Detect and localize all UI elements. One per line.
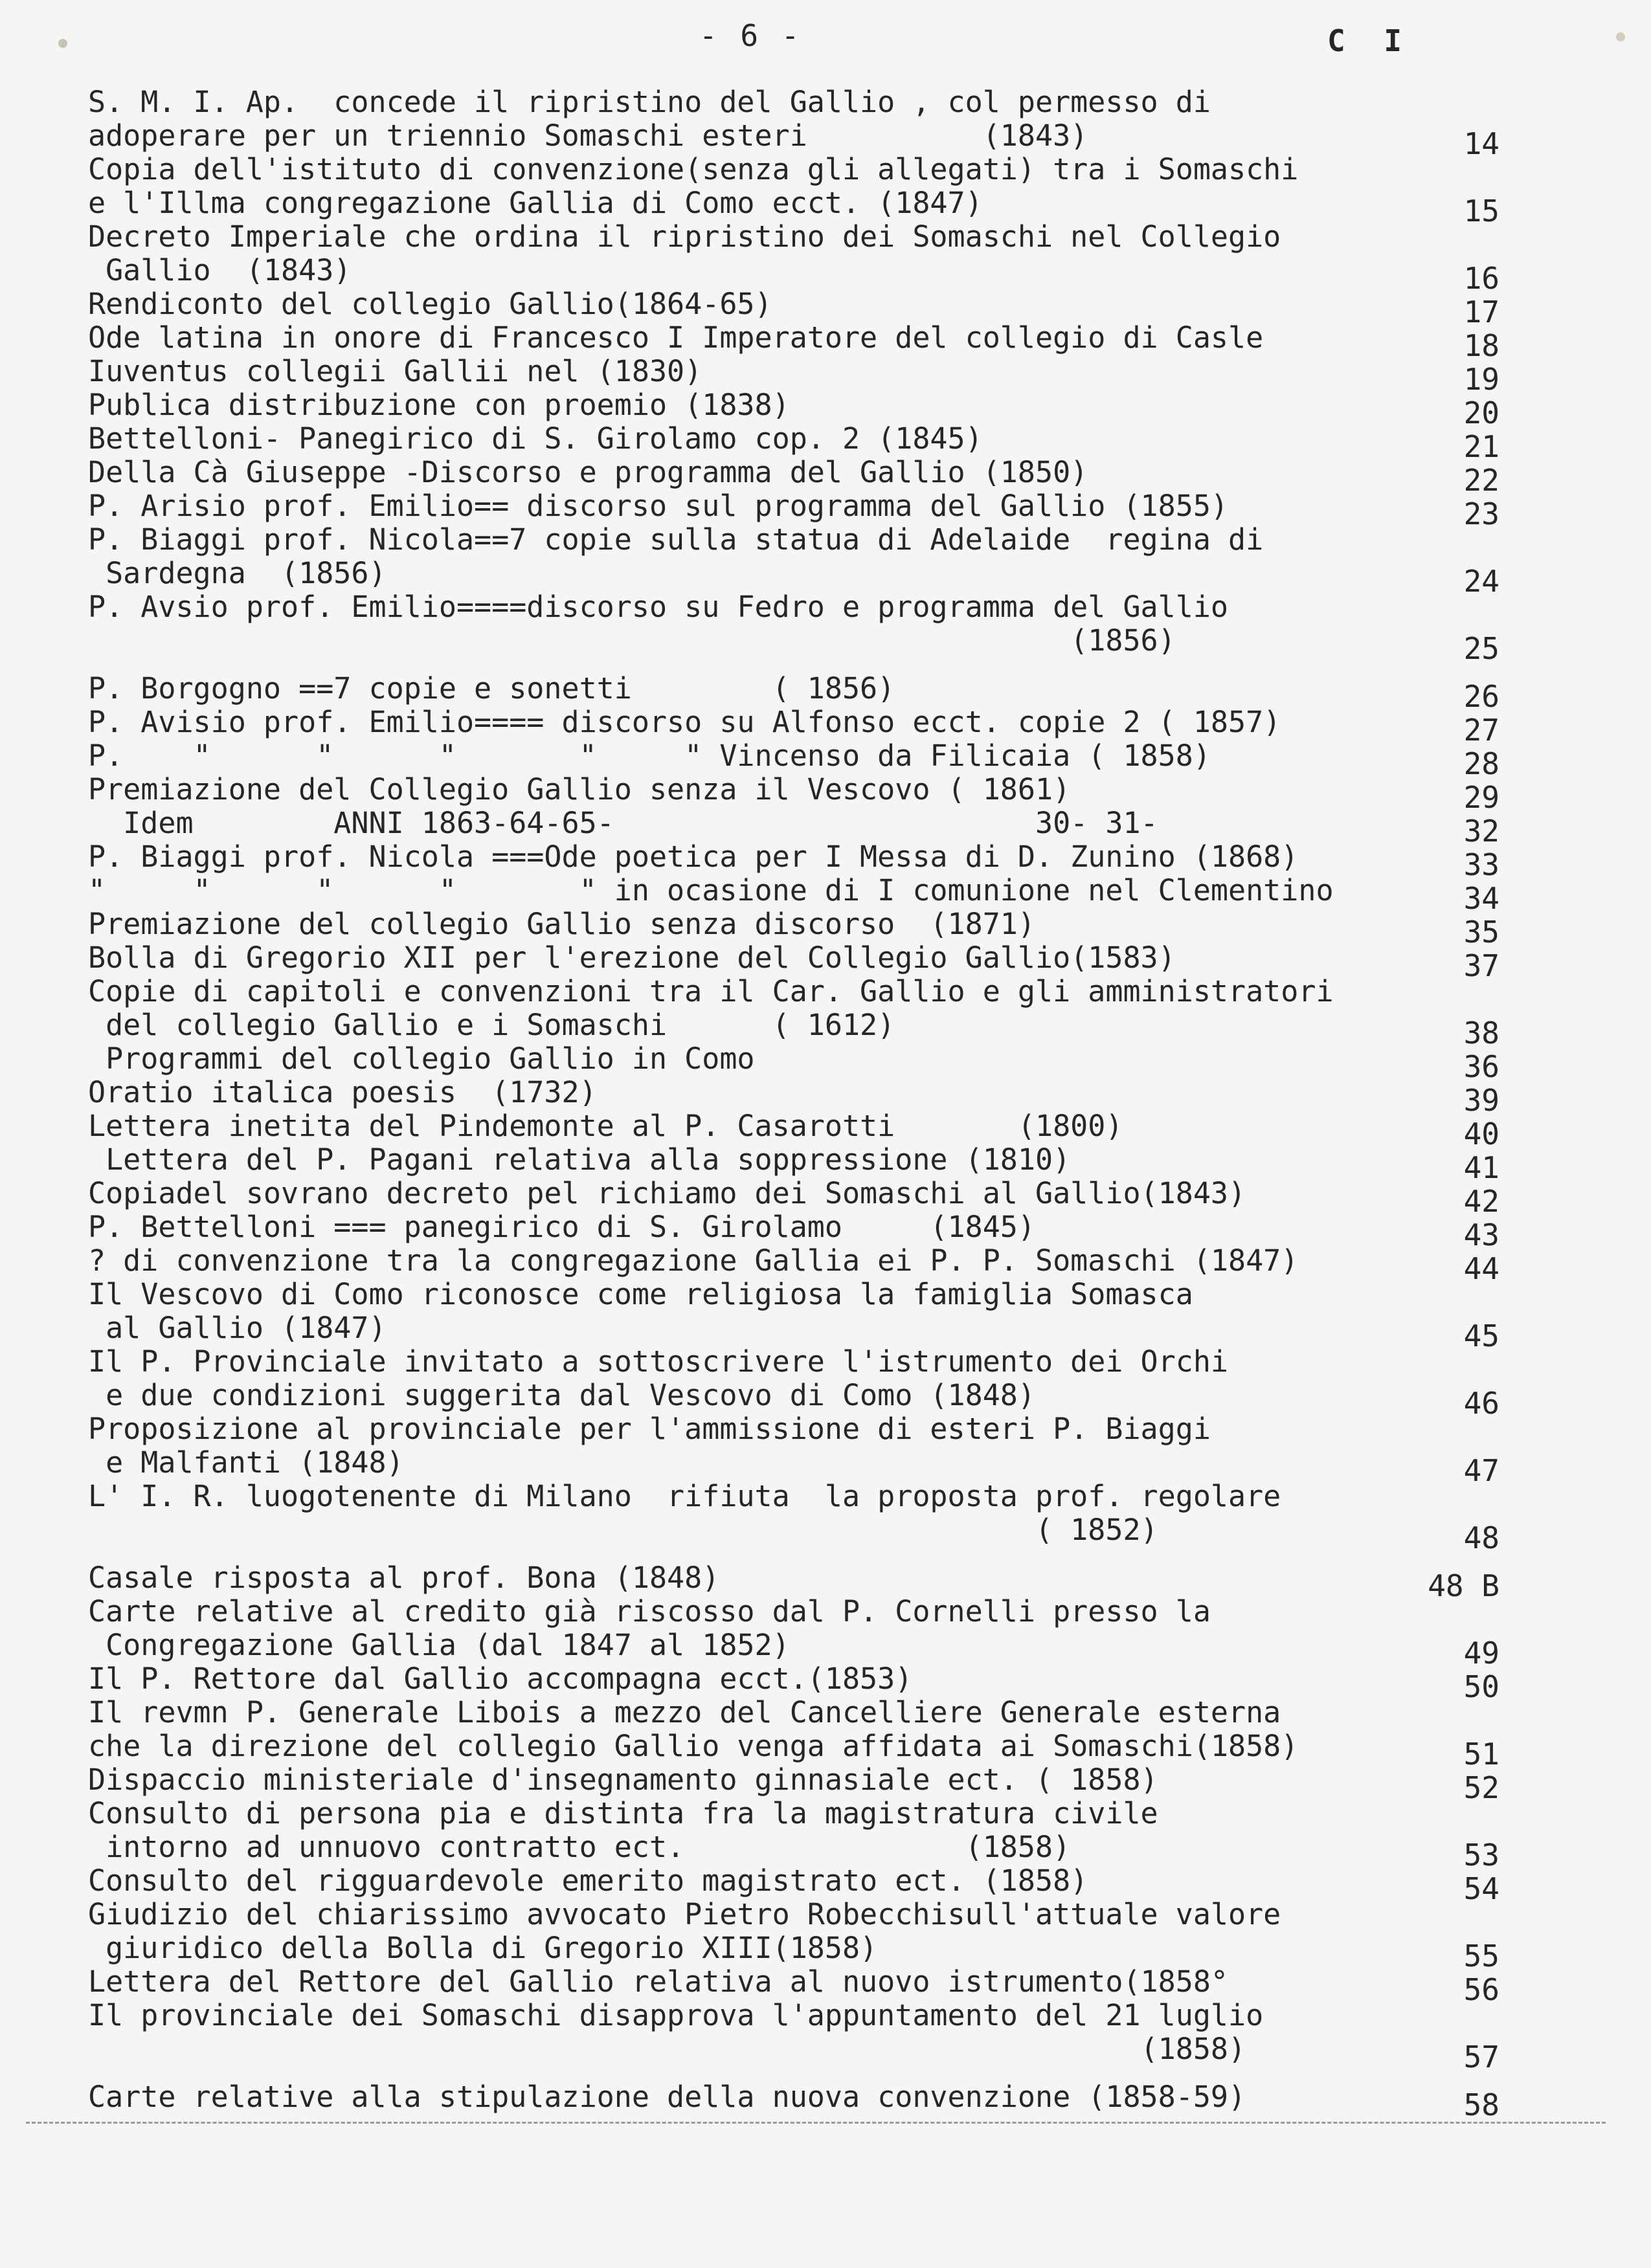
list-item [88,287,1499,329]
entry-text: Premiazione del collegio Gallio senza discorso (1871) [88,907,1035,941]
entry-text: Bettelloni- Panegirico di S. Girolamo cop. 2 (1845) [88,421,983,456]
entry-text: Decreto Imperiale che ordina il ripristino dei Somaschi nel Collegio [88,219,1281,254]
entry-text: Bolla di Gregorio XII per l'erezione del Collegio Gallio(1583) [88,940,1176,975]
list-item [88,873,1499,916]
entry-number: 28 [1463,746,1499,781]
entry-text: P. " " " " " Vincenso da Filicaia ( 1858) [88,739,1211,773]
entry-text: " " " " " in ocasione di I comunione nel Clementino [88,873,1334,907]
list-item [88,219,1499,296]
entry-number: 38 [1463,1016,1499,1051]
entry-text: intorno ad unnuovo contratto ect. (1858) [88,1830,1071,1864]
entry-number: 36 [1463,1049,1499,1084]
entry-text: Programmi del collegio Gallio in Como [88,1041,755,1076]
entry-text: Oratio italica poesis (1732) [88,1075,597,1109]
entry-text: e Malfanti (1848) [88,1445,404,1480]
entry-number: 33 [1463,847,1499,882]
entry-text: Idem ANNI 1863-64-65- 30- 31- [88,806,1158,840]
entry-text: Lettera del P. Pagani relativa alla soppressione (1810) [88,1142,1071,1177]
entry-number: 15 [1463,194,1499,228]
entry-number: 34 [1463,881,1499,916]
entry-number: 55 [1463,1939,1499,1973]
entry-number: 23 [1463,496,1499,531]
entry-number: 43 [1463,1217,1499,1252]
entry-text: Casale risposta al prof. Bona (1848) [88,1561,720,1595]
entry-number: 25 [1463,631,1499,666]
list-item [88,1863,1499,1906]
entry-text: Il P. Provinciale invitato a sottoscrivere l'istrumento dei Orchi [88,1344,1228,1379]
list-item [88,1998,1499,2074]
entry-text: P. Avisio prof. Emilio==== discorso su Alfonso ecct. copie 2 ( 1857) [88,705,1281,739]
entry-text: Consulto del rigguardevole emerito magistrato ect. (1858) [88,1863,1088,1898]
entry-text: Il Vescovo di Como riconosce come religiosa la famiglia Somasca [88,1277,1193,1311]
entry-number: 50 [1463,1669,1499,1704]
list-item [88,1412,1499,1488]
list-item [88,1479,1499,1555]
list-item [88,1041,1499,1084]
entry-text: P. Borgogno ==7 copie e sonetti ( 1856) [88,671,895,706]
list-item [88,522,1499,599]
list-item [88,85,1499,161]
entry-text: Ode latina in onore di Francesco I Imperatore del collegio di Casle [88,320,1264,355]
list-item [88,907,1499,950]
list-item [88,1561,1499,1603]
list-item [88,1762,1499,1805]
spacer [88,658,1499,672]
entry-text: Lettera del Rettore del Gallio relativa al nuovo istrumento(1858° [88,1964,1228,1999]
entry-number: 41 [1463,1150,1499,1185]
entry-text: P. Avsio prof. Emilio====discorso su Fedro e programma del Gallio [88,590,1228,624]
entry-text: Della Cà Giuseppe -Discorso e programma del Gallio (1850) [88,455,1088,489]
list-item [88,421,1499,464]
entry-text: (1856) [88,623,1176,658]
entry-text: Iuventus collegii Gallii nel (1830) [88,354,702,388]
list-item [88,388,1499,430]
entry-number: 19 [1463,362,1499,397]
list-item [88,354,1499,397]
list-item [88,1796,1499,1873]
entry-text: Copiadel sovrano decreto pel richiamo dei Somaschi al Gallio(1843) [88,1176,1246,1210]
spacer [88,1547,1499,1561]
entry-text: ( 1852) [88,1513,1158,1547]
entry-number: 48 B [1428,1568,1499,1603]
entry-text: al Gallio (1847) [88,1311,387,1345]
list-item [88,739,1499,781]
entry-number: 27 [1463,713,1499,748]
entry-list [88,85,1499,2122]
entry-text: Copia dell'istituto di convenzione(senza gli allegati) tra i Somaschi [88,152,1299,186]
entry-number: 49 [1463,1636,1499,1671]
list-item [88,1695,1499,1772]
entry-text: e due condizioni suggerita dal Vescovo di Como (1848) [88,1378,1035,1412]
list-item [88,1662,1499,1704]
entry-text: Proposizione al provinciale per l'ammissione di esteri P. Biaggi [88,1412,1211,1446]
entry-text: Il P. Rettore dal Gallio accompagna ecct.(1853) [88,1662,913,1696]
entry-text: Dispaccio ministeriale d'insegnamento ginnasiale ect. ( 1858) [88,1762,1158,1797]
entry-number: 22 [1463,463,1499,498]
list-item [88,590,1499,666]
entry-text: S. M. I. Ap. concede il ripristino del Gallio , col permesso di [88,85,1211,119]
entry-number: 51 [1463,1737,1499,1772]
list-item [88,772,1499,815]
page-number: - 6 - [699,18,802,53]
entry-text: P. Biaggi prof. Nicola ===Ode poetica per I Messa di D. Zunino (1868) [88,839,1299,874]
list-item [88,1210,1499,1252]
entry-text: e l'Illma congregazione Gallia di Como ecct. (1847) [88,186,983,220]
entry-number: 29 [1463,780,1499,815]
entry-number: 32 [1463,814,1499,849]
list-item [88,974,1499,1051]
entry-text: Copie di capitoli e convenzioni tra il Car. Gallio e gli amministratori [88,974,1334,1008]
list-item [88,455,1499,498]
entry-number: 24 [1463,564,1499,599]
list-item [88,1594,1499,1671]
list-item [88,806,1499,849]
document-code: C I [1327,23,1413,58]
list-item [88,671,1499,714]
list-item [88,1142,1499,1185]
entry-text: giuridico della Bolla di Gregorio XIII(1858) [88,1931,878,1965]
entry-number: 56 [1463,1972,1499,2007]
entry-text: adoperare per un triennio Somaschi esteri (1843) [88,118,1088,153]
entry-number: 53 [1463,1838,1499,1873]
entry-text: Il provinciale dei Somaschi disapprova l'appuntamento del 21 luglio [88,1998,1264,2032]
entry-text: P. Bettelloni === panegirico di S. Girolamo (1845) [88,1210,1035,1244]
list-item [88,320,1499,363]
list-item [88,1897,1499,1973]
list-item [88,1277,1499,1353]
entry-number: 48 [1463,1520,1499,1555]
entry-number: 44 [1463,1251,1499,1286]
list-item [88,2080,1499,2122]
entry-number: 52 [1463,1770,1499,1805]
list-item [88,489,1499,531]
list-item [88,940,1499,983]
entry-number: 37 [1463,948,1499,983]
list-item [88,1243,1499,1286]
entry-text: Il revmn P. Generale Libois a mezzo del Cancelliere Generale esterna [88,1695,1281,1729]
entry-text: che la direzione del collegio Gallio venga affidata ai Somaschi(1858) [88,1729,1299,1763]
entry-number: 21 [1463,429,1499,464]
entry-number: 58 [1463,2087,1499,2122]
entry-text: L' I. R. luogotenente di Milano rifiuta la proposta prof. regolare [88,1479,1281,1513]
entry-text: Carte relative al credito già riscosso dal P. Cornelli presso la [88,1594,1211,1629]
entry-text: Congregazione Gallia (dal 1847 al 1852) [88,1628,790,1662]
entry-number: 20 [1463,395,1499,430]
list-item [88,839,1499,882]
list-item [88,705,1499,748]
list-item [88,152,1499,228]
entry-number: 17 [1463,295,1499,329]
list-item [88,1109,1499,1151]
list-item [88,1344,1499,1421]
entry-number: 54 [1463,1871,1499,1906]
list-item [88,1964,1499,2007]
entry-text: P. Arisio prof. Emilio== discorso sul programma del Gallio (1855) [88,489,1228,523]
entry-number: 57 [1463,2040,1499,2074]
entry-text: del collegio Gallio e i Somaschi ( 1612) [88,1008,895,1042]
entry-text: Gallio (1843) [88,253,352,287]
entry-text: Premiazione del Collegio Gallio senza il Vescovo ( 1861) [88,772,1071,806]
entry-text: P. Biaggi prof. Nicola==7 copie sulla statua di Adelaide regina di [88,522,1264,557]
entry-text: Carte relative alla stipulazione della nuova convenzione (1858-59) [88,2080,1246,2114]
list-item [88,1075,1499,1118]
entry-text: Lettera inetita del Pindemonte al P. Casarotti (1800) [88,1109,1123,1143]
entry-number: 42 [1463,1184,1499,1219]
entry-number: 16 [1463,261,1499,296]
entry-number: 39 [1463,1083,1499,1118]
entry-text: Giudizio del chiarissimo avvocato Pietro Robecchisull'attuale valore [88,1897,1281,1931]
entry-text: Consulto di persona pia e distinta fra la magistratura civile [88,1796,1158,1830]
entry-number: 14 [1463,126,1499,161]
entry-text: ? di convenzione tra la congregazione Gallia ei P. P. Somaschi (1847) [88,1243,1299,1278]
entry-number: 40 [1463,1117,1499,1151]
entry-number: 46 [1463,1386,1499,1421]
entry-number: 18 [1463,328,1499,363]
paper-stain [58,39,67,48]
entry-text: Sardegna (1856) [88,556,387,590]
entry-number: 35 [1463,915,1499,950]
entry-text: (1858) [88,2032,1246,2066]
bottom-divider [26,2122,1606,2124]
entry-number: 45 [1463,1318,1499,1353]
entry-text: Rendiconto del collegio Gallio(1864-65) [88,287,772,321]
spacer [88,2066,1499,2080]
paper-stain [1616,32,1625,41]
entry-text: Publica distribuzione con proemio (1838) [88,388,790,422]
entry-number: 47 [1463,1453,1499,1488]
entry-number: 26 [1463,679,1499,714]
list-item [88,1176,1499,1219]
